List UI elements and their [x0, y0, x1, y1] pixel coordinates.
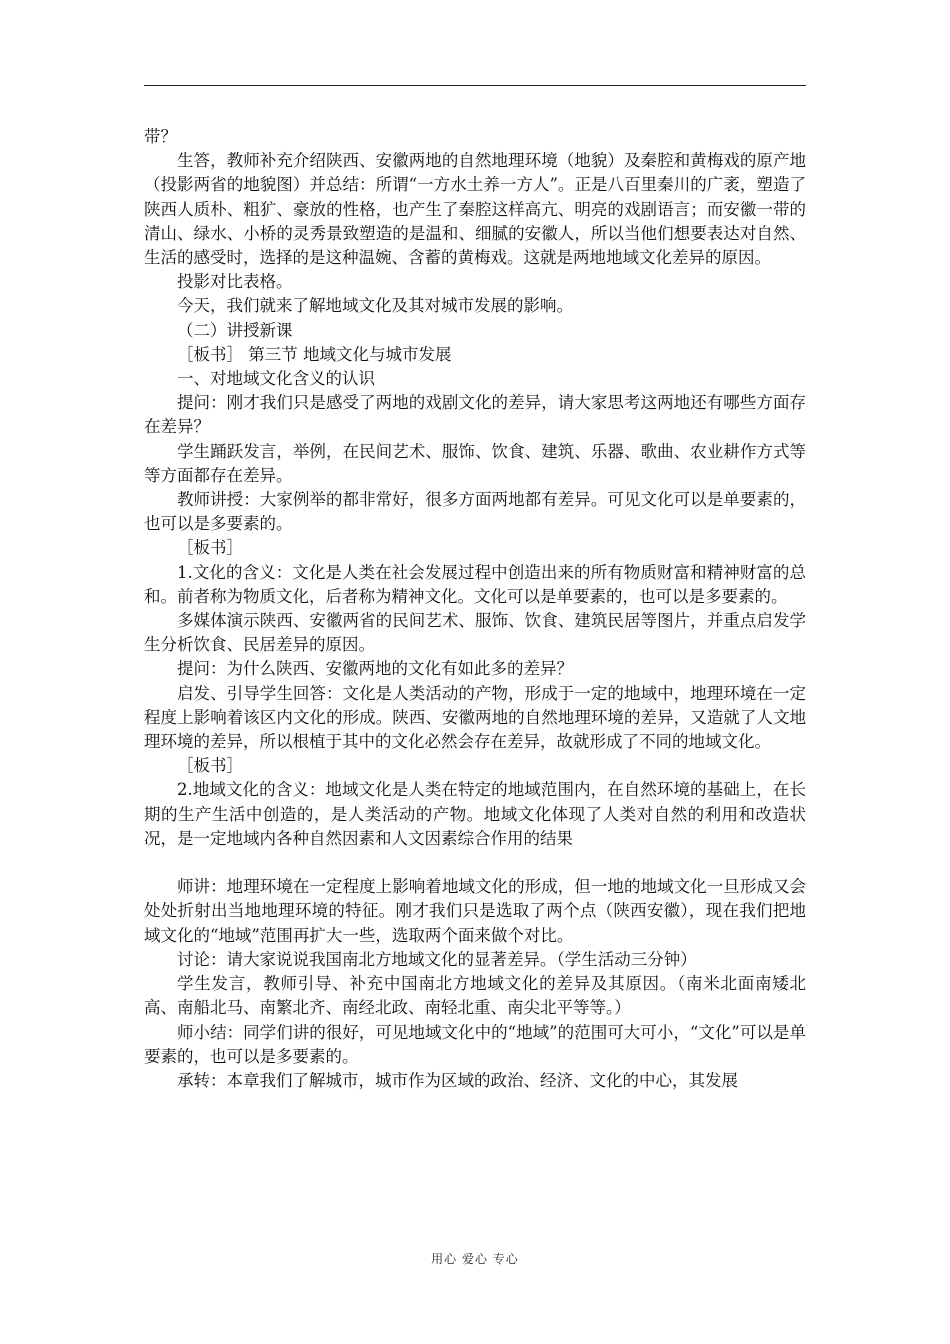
document-body: [144, 125, 806, 1093]
paragraph: 讨论：请大家说说我国南北方地域文化的显著差异。（学生活动三分钟）: [177, 949, 697, 969]
paragraph: 师小结：同学们讲的很好，可见地域文化中的“地域”的范围可大可小，“文化”可以是单要素的，也可以是多要素的。: [144, 1022, 806, 1066]
page-footer: 用心 爱心 专心: [431, 1252, 519, 1266]
paragraph: 学生踊跃发言，举例，在民间艺术、服饰、饮食、建筑、乐器、歌曲、农业耕作方式等等方面都存在差异。: [144, 441, 806, 485]
paragraph: 2.地域文化的含义：地域文化是人类在特定的地域范围内，在自然环境的基础上，在长期的生产生活中创造的，是人类活动的产物。地域文化体现了人类对自然的利用和改造状况，是一定地域内各种自然因素和人文因素综合作用的结果: [144, 780, 806, 848]
paragraph: 启发、引导学生回答：文化是人类活动的产物，形成于一定的地域中，地理环境在一定程度上影响着该区内文化的形成。陕西、安徽两地的自然地理环境的差异，又造就了人文地理环境的差异，所以根植于其中的文化必然会存在差异，故就形成了不同的地域文化。: [144, 683, 806, 752]
paragraph: 生答，教师补充介绍陕西、安徽两地的自然地理环境（地貌）及秦腔和黄梅戏的原产地（投影两省的地貌图）并总结：所谓“一方水土养一方人”。正是八百里秦川的广袤，塑造了陕西人质朴、粗犷、豪放的性格，也产生了秦腔这样高亢、明亮的戏剧语言；而安徽一带的清山、绿水、小桥的灵秀景致塑造的是温和、细腻的安徽人，所以当他们想要表达对自然、生活的感受时，选择的是这种温婉、含蓄的黄梅戏。这就是两地地域文化差异的原因。: [144, 151, 806, 268]
paragraph: 带？: [144, 127, 177, 146]
blank-line: [144, 851, 806, 875]
paragraph: ［板书］: [177, 538, 243, 558]
paragraph: 一、对地域文化含义的认识: [177, 369, 375, 389]
paragraph: ［板书］: [177, 756, 243, 776]
paragraph: ［板书］ 第三节 地域文化与城市发展: [177, 344, 452, 364]
paragraph: 教师讲授：大家例举的都非常好，很多方面两地都有差异。可见文化可以是单要素的，也可以是多要素的。: [144, 490, 806, 534]
paragraph: 多媒体演示陕西、安徽两省的民间艺术、服饰、饮食、建筑民居等图片，并重点启发学生分析饮食、民居差异的原因。: [144, 611, 806, 655]
header-rule: [144, 85, 806, 86]
paragraph: 投影对比表格。: [177, 272, 293, 292]
paragraph: 承转：本章我们了解城市，城市作为区域的政治、经济、文化的中心，其发展: [177, 1070, 738, 1090]
paragraph: 提问：刚才我们只是感受了两地的戏剧文化的差异，请大家思考这两地还有哪些方面存在差异？: [144, 393, 806, 437]
paragraph: 提问：为什么陕西、安徽两地的文化有如此多的差异？: [177, 659, 573, 679]
paragraph: 学生发言，教师引导、补充中国南北方地域文化的差异及其原因。（南米北面南矮北高、南船北马、南繁北齐、南经北政、南轻北重、南尖北平等等。）: [144, 974, 806, 1018]
paragraph: 1.文化的含义：文化是人类在社会发展过程中创造出来的所有物质财富和精神财富的总和。前者称为物质文化，后者称为精神文化。文化可以是单要素的，也可以是多要素的。: [144, 562, 806, 606]
paragraph: 今天，我们就来了解地域文化及其对城市发展的影响。: [177, 296, 573, 316]
paragraph: （二）讲授新课: [177, 320, 293, 340]
paragraph: 师讲：地理环境在一定程度上影响着地域文化的形成，但一地的地域文化一旦形成又会处处折射出当地地理环境的特征。刚才我们只是选取了两个点（陕西安徽），现在我们把地域文化的“地域”范围再扩大一些，选取两个面来做个对比。: [144, 877, 806, 945]
